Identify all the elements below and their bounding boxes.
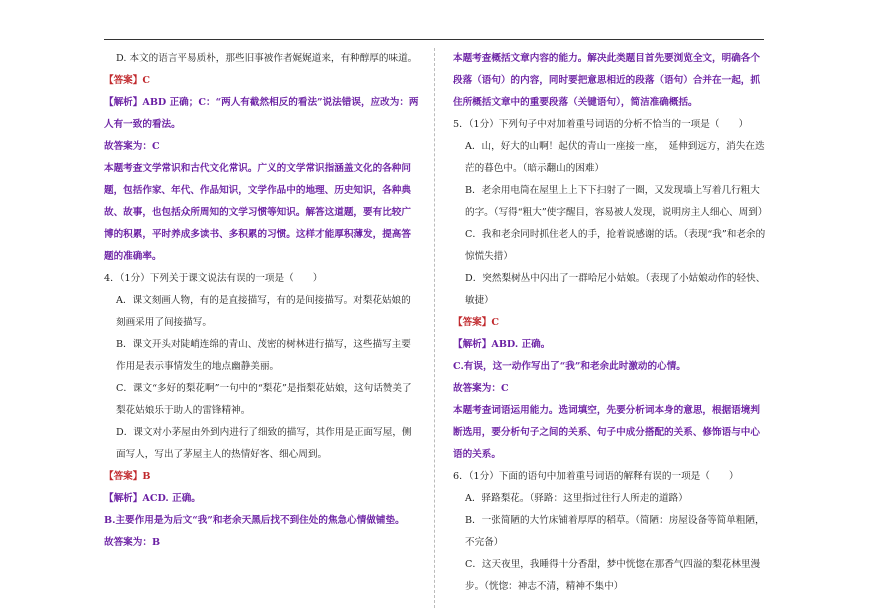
q4-answer: 【答案】B	[104, 471, 151, 482]
q5-analysis: 【解析】ABD. 正确。	[453, 339, 551, 350]
q4-final-answer: 故答案为：B	[104, 537, 161, 548]
column-divider	[434, 48, 435, 608]
header-rule	[104, 39, 764, 40]
q4-option-a: A．课文刻画人物，有的是直接描写，有的是间接描写。对梨花姑娘的刻画采用了间接描写。	[116, 295, 411, 328]
q5-option-d: D．突然梨树丛中闪出了一群哈尼小姑娘。（表现了小姑娘动作的轻快、敏捷）	[465, 273, 766, 306]
q5-option-c: C．我和老余同时抓住老人的手，抢着说感谢的话。（表现“我”和老余的惊慌失措）	[465, 229, 766, 262]
q6-option-a: A．驿路梨花。（驿路：这里指过往行人所走的道路）	[465, 493, 688, 504]
q4-option-b: B．课文开头对陡峭连绵的青山、茂密的树林进行描写，这些描写主要作用是表示事情发生的地点幽静美丽。	[116, 339, 411, 372]
q5-answer: 【答案】C	[453, 317, 500, 328]
left-column	[104, 48, 420, 554]
q5-option-b: B．老余用电筒在屋里上上下下扫射了一圈，又发现墙上写着几行粗大的字。（写得“粗大”使字醒目，容易被人发现，说明房主人细心、周到）	[465, 185, 768, 218]
q5-explanation: 本题考查词语运用能力。选词填空，先要分析词本身的意思，根据语境判断选用，要分析句子之间的关系、句子中成分搭配的关系、修饰语与中心语的关系。	[453, 405, 760, 460]
q5-option-a: A．山，好大的山啊！起伏的青山一座接一座， 延伸到远方，消失在迭茫的暮色中。（暗示翻山的困难）	[465, 141, 765, 174]
q3-option-d: D. 本文的语言平易质朴，那些旧事被作者娓娓道来，有种醇厚的味道。	[116, 53, 418, 64]
q5-final-answer: 故答案为：C	[453, 383, 509, 394]
q5-analysis-c: C.有误，这一动作写出了“我”和老余此时激动的心情。	[453, 361, 686, 372]
q3-analysis: 【解析】ABD 正确；C：“两人有截然相反的看法”说法错误，应改为：两人有一致的看法。	[104, 97, 419, 130]
q3-answer: 【答案】C	[104, 75, 151, 86]
q4-analysis-b: B.主要作用是为后文“我”和老余天黑后找不到住处的焦急心情做铺垫。	[104, 515, 405, 526]
q4-stem: 4．（1分）下列关于课文说法有误的一项是（ ）	[104, 273, 323, 284]
q6-option-c: C．这天夜里，我睡得十分香甜，梦中恍惚在那香气四溢的梨花林里漫步。（恍惚：神志不清，精神不集中）	[465, 559, 761, 592]
q6-stem: 6．（1分）下面的语句中加着重号词语的解释有误的一项是（ ）	[453, 471, 739, 482]
q4-option-d: D．课文对小茅屋由外到内进行了细致的描写，其作用是正面写屋，侧面写人，写出了茅屋主人的热情好客、细心周到。	[116, 427, 412, 460]
q4-explanation: 本题考查概括文章内容的能力。解决此类题目首先要浏览全文，明确各个段落（语句）的内容，同时要把意思相近的段落（语句）合并在一起，抓住所概括文章中的重要段落（关键语句），简洁准确概括。	[453, 53, 760, 108]
q4-analysis: 【解析】ACD. 正确。	[104, 493, 201, 504]
q6-option-b: B．一张简陋的大竹床铺着厚厚的稻草。（简陋：房屋设备等简单粗陋，不完备）	[465, 515, 765, 548]
q4-option-c: C．课文“多好的梨花啊”一句中的“梨花”是指梨花姑娘，这句话赞美了梨花姑娘乐于助人的雷锋精神。	[116, 383, 412, 416]
right-column	[453, 48, 769, 598]
q3-final-answer: 故答案为：C	[104, 141, 160, 152]
q3-explanation: 本题考查文学常识和古代文化常识。广义的文学常识指涵盖文化的各种问题，包括作家、年代、作品知识，文学作品中的地理、历史知识，各种典故、故事，也包括众所周知的文学习惯等知识。解答这道题，要有比较广博的积累，平时养成多读书、多积累的习惯。这样才能厚积薄发，提高答题的准确率。	[104, 163, 411, 262]
q5-stem: 5．（1分）下列句子中对加着重号词语的分析不恰当的一项是（ ）	[453, 119, 749, 130]
